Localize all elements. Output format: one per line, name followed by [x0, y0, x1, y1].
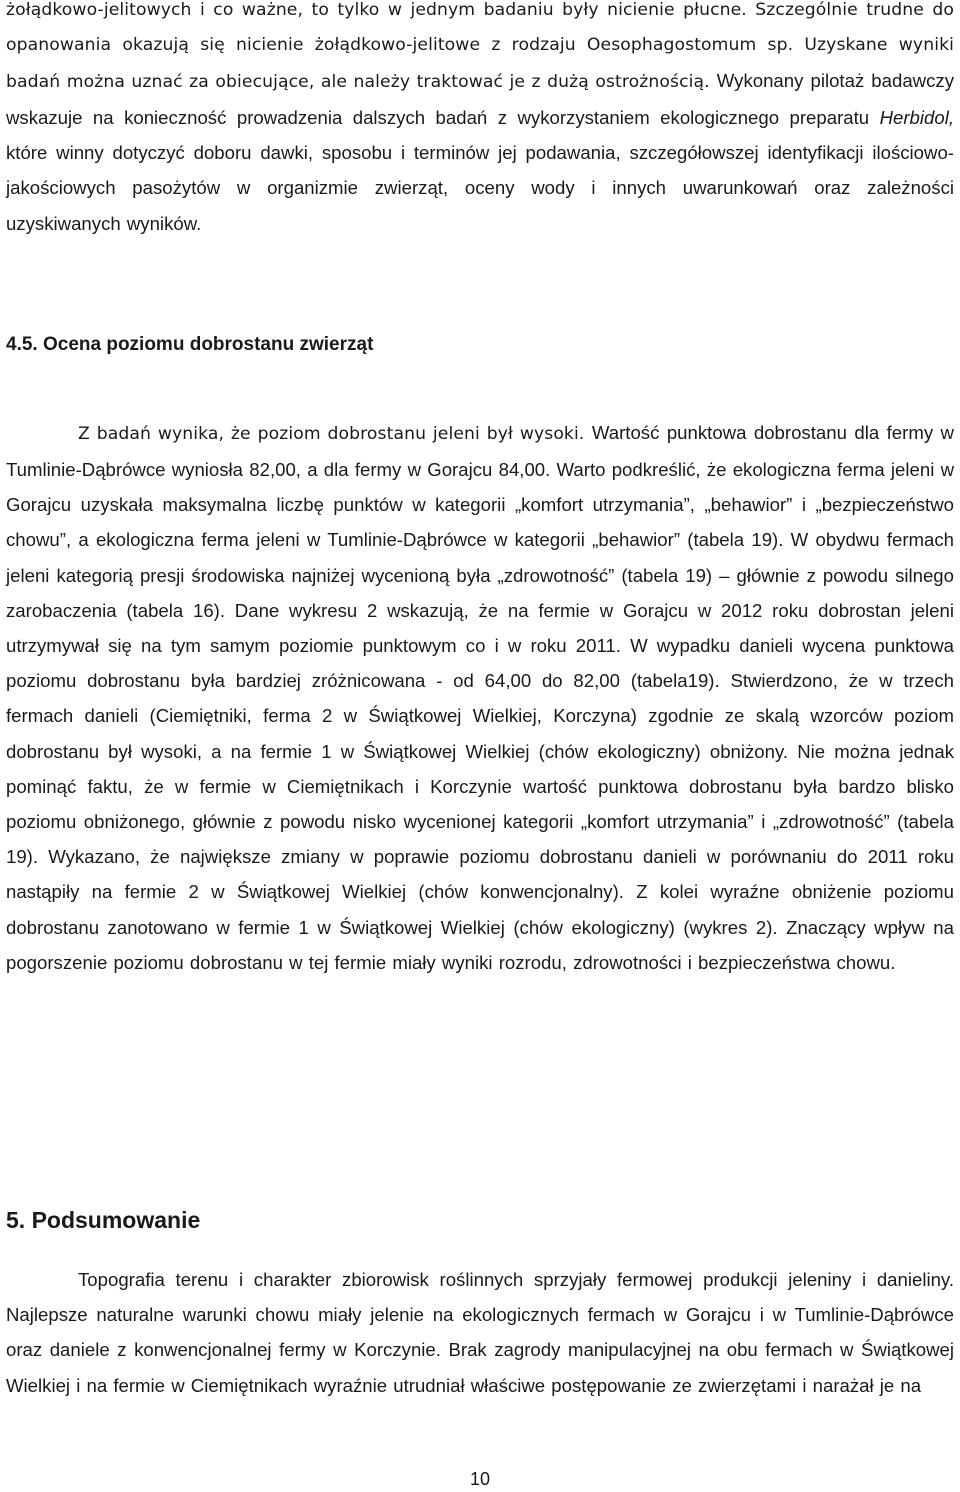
herbidol-italic: Herbidol,: [879, 107, 954, 128]
paragraph-herbidol-conclusion: [6, 0, 954, 241]
paragraph-text: Wykonany pilotaż badawczy wskazuje na konieczność prowadzenia dalszych badań z wykorzystaniem ekologicznego preparatu: [6, 70, 954, 128]
paragraph-start-sans: żołądkowo-jelitowych i co ważne, to tylko w jednym badaniu były nicienie płucne. Szczególnie trudne do opanowania okazują się nicienie żołądkowo-jelitowe z rodzaju Oesophagostomum sp. Uzyskane wyniki badań można uznać za obiecujące, ale należy traktować je z dużą ostrożnością.: [6, 0, 954, 92]
paragraph-welfare-assessment: [6, 415, 954, 980]
paragraph-start-sans: Z badań wynika, że poziom dobrostanu jeleni był wysoki.: [78, 424, 585, 444]
paragraph-text: Wartość punktowa dobrostanu dla fermy w Tumlinie-Dąbrówce wyniosła 82,00, a dla fermy w Gorajcu 84,00. Warto podkreślić, że ekologiczna ferma jeleni w Gorajcu uzyskała maksymalna liczbę punktów w kategorii „komfort utrzymania”, „behawior” i „bezpieczeństwo chowu”, a ekologiczna ferma jeleni w Tumlinie-Dąbrówce w kategorii „behawior” (tabela 19). W obydwu fermach jeleni kategorią presji środowiska najniżej wycenioną była „zdrowotność” (tabela 19) – głównie z powodu silnego zarobaczenia (tabela 16). Dane wykresu 2 wskazują, że na fermie w Gorajcu w 2012 roku dobrostan jeleni utrzymywał się na tym samym poziomie punktowym co i w roku 2011. W wypadku danieli wycena punktowa poziomu dobrostanu była bardziej zróżnicowana - od 64,00 do 82,00 (tabela19). Stwierdzono, że w trzech fermach danieli (Ciemiętniki, ferma 2 w Świątkowej Wielkiej, Korczyna) zgodnie ze skalą wzorców poziom dobrostanu był wysoki, a na fermie 1 w Świątkowej Wielkiej (chów ekologiczny) obniżony. Nie można jednak pominąć faktu, że w fermie w Ciemiętnikach i Korczynie wartość punktowa dobrostanu była bardzo blisko poziomu obniżonego, głównie z powodu nisko wycenionej kategorii „komfort utrzymania” i „zdrowotność” (tabela 19). Wykazano, że największe zmiany w poprawie poziomu dobrostanu danieli w porównaniu do 2011 roku nastąpiły na fermie 2 w Świątkowej Wielkiej (chów konwencjonalny). Z kolei wyraźne obniżenie poziomu dobrostanu zanotowano w fermie 1 w Świątkowej Wielkiej (chów ekologiczny) (wykres 2). Znaczący wpływ na pogorszenie poziomu dobrostanu w tej fermie miały wyniki rozrodu, zdrowotności i bezpieczeństwa chowu.: [6, 422, 954, 973]
section-heading-4-5: 4.5. Ocena poziomu dobrostanu zwierząt: [6, 334, 374, 355]
paragraph-summary: Topografia terenu i charakter zbiorowisk roślinnych sprzyjały fermowej produkcji jeleniny i danieliny. Najlepsze naturalne warunki chowu miały jelenie na ekologicznych fermach w Gorajcu i w Tumlinie-Dąbrówce oraz daniele z konwencjonalnej fermy w Korczynie. Brak zagrody manipulacyjnej na obu fermach w Świątkowej Wielkiej i na fermie w Ciemiętnikach wyraźnie utrudniał właściwe postępowanie ze zwierzętami i narażał je na: [6, 1269, 954, 1396]
section-heading-5: 5. Podsumowanie: [6, 1207, 201, 1233]
paragraph-text-continued: które winny dotyczyć doboru dawki, sposobu i terminów jej podawania, szczegółowszej identyfikacji ilościowo-jakościowych pasożytów w organizmie zwierząt, oceny wody i innych uwarunkowań oraz zależności uzyskiwanych wyników.: [6, 142, 954, 234]
page-number: 10: [469, 1469, 491, 1489]
